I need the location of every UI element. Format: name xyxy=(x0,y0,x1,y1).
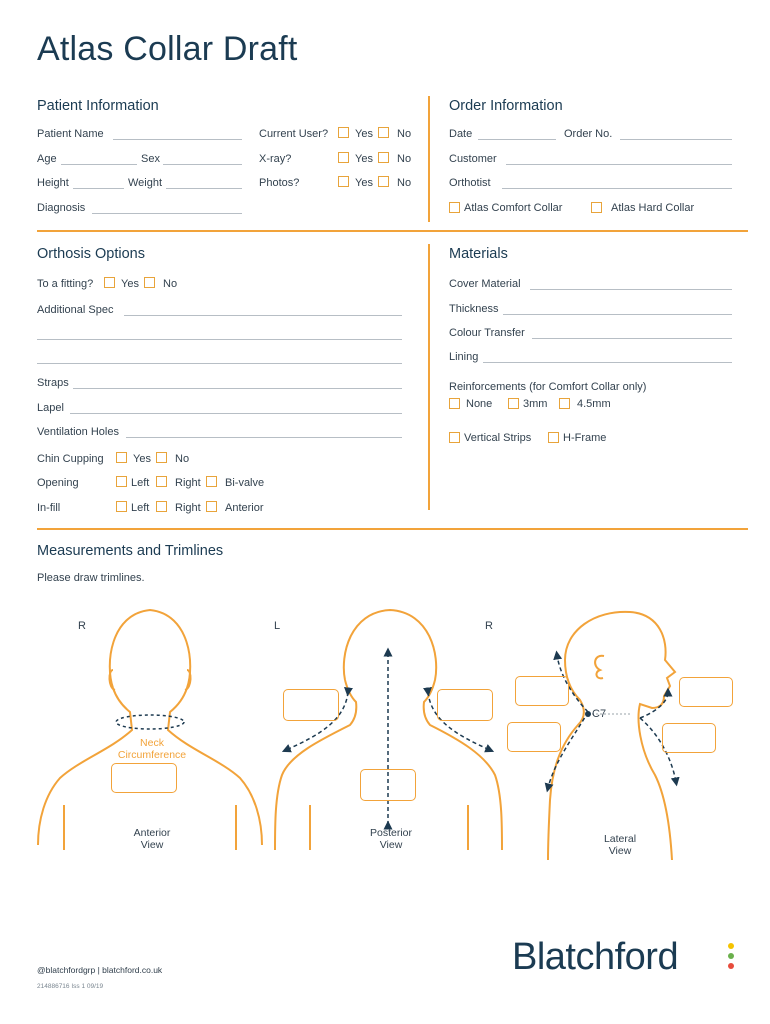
height-field[interactable] xyxy=(73,188,124,189)
reinf-none-label: None xyxy=(466,398,493,410)
fitting-label: To a fitting? xyxy=(37,278,94,290)
infill-left-label: Left xyxy=(131,502,150,514)
reinf-3mm-checkbox[interactable] xyxy=(508,398,519,409)
comfort-collar-checkbox[interactable] xyxy=(449,202,460,213)
anterior-view-label xyxy=(112,827,192,851)
age-field[interactable] xyxy=(61,164,137,165)
section-divider-horizontal xyxy=(37,230,748,232)
logo-dot-yellow xyxy=(728,943,734,949)
customer-field[interactable] xyxy=(506,164,732,165)
posterior-view-label xyxy=(351,827,431,851)
cover-material-label: Cover Material xyxy=(449,278,521,290)
lateral-upper-back-box[interactable] xyxy=(515,676,569,706)
neck-label-line2: Circumference xyxy=(117,749,187,761)
opening-left-label: Left xyxy=(131,477,150,489)
date-field[interactable] xyxy=(478,139,556,140)
infill-label: In-fill xyxy=(37,502,61,514)
reinf-45mm-label: 4.5mm xyxy=(577,398,611,410)
lapel-label: Lapel xyxy=(37,402,64,414)
trimline-instruction: Please draw trimlines. xyxy=(37,572,145,584)
lining-field[interactable] xyxy=(483,362,732,363)
fitting-no-label: No xyxy=(163,278,178,290)
chin-no-label: No xyxy=(175,453,190,465)
fitting-yes-label: Yes xyxy=(121,278,139,290)
reinforcements-label: Reinforcements (for Comfort Collar only) xyxy=(449,381,647,393)
posterior-length-box[interactable] xyxy=(360,769,416,801)
patient-name-field[interactable] xyxy=(113,139,242,140)
current-user-yes-checkbox[interactable] xyxy=(338,127,349,138)
xray-no-checkbox[interactable] xyxy=(378,152,389,163)
chin-yes-checkbox[interactable] xyxy=(116,452,127,463)
vertical-strips-label: Vertical Strips xyxy=(464,432,532,444)
lateral-lower-back-box[interactable] xyxy=(507,722,561,752)
reinf-3mm-label: 3mm xyxy=(523,398,548,410)
chin-no-checkbox[interactable] xyxy=(156,452,167,463)
patient-info-heading: Patient Information xyxy=(37,98,159,114)
hard-collar-checkbox[interactable] xyxy=(591,202,602,213)
neck-circumference-label xyxy=(112,737,192,761)
neck-label-line1: Neck xyxy=(140,737,164,749)
lateral-label-line1: Lateral xyxy=(603,833,637,845)
age-label: Age xyxy=(37,153,57,165)
lateral-view-label xyxy=(580,833,660,857)
opening-left-checkbox[interactable] xyxy=(116,476,127,487)
thickness-field[interactable] xyxy=(503,314,732,315)
xray-yes-label: Yes xyxy=(355,153,373,165)
reinf-none-checkbox[interactable] xyxy=(449,398,460,409)
diagnosis-label: Diagnosis xyxy=(37,202,86,214)
diagnosis-field[interactable] xyxy=(92,213,242,214)
customer-label: Customer xyxy=(449,153,497,165)
weight-field[interactable] xyxy=(166,188,242,189)
page-title: Atlas Collar Draft xyxy=(37,30,298,68)
colour-transfer-field[interactable] xyxy=(532,338,732,339)
neck-circumference-line xyxy=(116,715,184,729)
opening-label: Opening xyxy=(37,477,79,489)
cover-material-field[interactable] xyxy=(530,289,732,290)
thickness-label: Thickness xyxy=(449,303,499,315)
infill-right-label: Right xyxy=(175,502,201,514)
colour-transfer-label: Colour Transfer xyxy=(449,327,525,339)
photos-no-checkbox[interactable] xyxy=(378,176,389,187)
footer-code: 214886716 Iss 1 09/19 xyxy=(37,983,104,990)
weight-label: Weight xyxy=(128,177,163,189)
additional-spec-label: Additional Spec xyxy=(37,304,114,316)
logo-dot-red xyxy=(728,963,734,969)
additional-spec-line-2[interactable] xyxy=(37,339,402,340)
height-label: Height xyxy=(37,177,69,189)
opening-bivalve-label: Bi-valve xyxy=(225,477,265,489)
footer-social: @blatchfordgrp | blatchford.co.uk xyxy=(37,965,163,975)
lateral-lower-front-box[interactable] xyxy=(662,723,716,753)
sex-label: Sex xyxy=(141,153,160,165)
infill-right-checkbox[interactable] xyxy=(156,501,167,512)
xray-no-label: No xyxy=(397,153,412,165)
section-divider-vertical-2 xyxy=(428,244,430,510)
opening-right-checkbox[interactable] xyxy=(156,476,167,487)
section-divider-vertical xyxy=(428,96,430,222)
orthotist-label: Orthotist xyxy=(449,177,491,189)
xray-yes-checkbox[interactable] xyxy=(338,152,349,163)
hframe-label: H-Frame xyxy=(563,432,607,444)
anterior-label-line2: View xyxy=(140,839,164,851)
additional-spec-line-3[interactable] xyxy=(37,363,402,364)
photos-yes-checkbox[interactable] xyxy=(338,176,349,187)
measurements-heading: Measurements and Trimlines xyxy=(37,543,224,559)
posterior-left-marker: L xyxy=(274,620,281,632)
current-user-yes-label: Yes xyxy=(355,128,373,140)
orthotist-field[interactable] xyxy=(502,188,732,189)
posterior-label-line1: Posterior xyxy=(369,827,412,839)
order-info-heading: Order Information xyxy=(449,98,563,114)
opening-right-label: Right xyxy=(175,477,201,489)
sex-field[interactable] xyxy=(163,164,242,165)
orthosis-options-heading: Orthosis Options xyxy=(37,246,145,262)
comfort-collar-label: Atlas Comfort Collar xyxy=(464,202,563,214)
lapel-field[interactable] xyxy=(70,413,402,414)
materials-heading: Materials xyxy=(449,246,508,262)
current-user-no-checkbox[interactable] xyxy=(378,127,389,138)
c7-label: C7 xyxy=(592,708,607,720)
infill-left-checkbox[interactable] xyxy=(116,501,127,512)
fitting-yes-checkbox[interactable] xyxy=(104,277,115,288)
fitting-no-checkbox[interactable] xyxy=(144,277,155,288)
infill-anterior-checkbox[interactable] xyxy=(206,501,217,512)
posterior-label-line2: View xyxy=(379,839,403,851)
lateral-upper-front-box[interactable] xyxy=(679,677,733,707)
c7-point xyxy=(585,711,591,717)
xray-label: X-ray? xyxy=(259,153,292,165)
photos-label: Photos? xyxy=(259,177,300,189)
posterior-right-box[interactable] xyxy=(437,689,493,721)
neck-circumference-box[interactable] xyxy=(111,763,177,793)
ventilation-holes-field[interactable] xyxy=(126,437,402,438)
anterior-label-line1: Anterior xyxy=(133,827,171,839)
patient-name-label: Patient Name xyxy=(37,128,104,140)
posterior-left-box[interactable] xyxy=(283,689,339,721)
reinf-45mm-checkbox[interactable] xyxy=(559,398,570,409)
current-user-no-label: No xyxy=(397,128,412,140)
vertical-strips-checkbox[interactable] xyxy=(449,432,460,443)
section-divider-horizontal-2 xyxy=(37,528,748,530)
lining-label: Lining xyxy=(449,351,479,363)
anterior-right-marker: R xyxy=(78,620,86,632)
photos-no-label: No xyxy=(397,177,412,189)
logo-dot-green xyxy=(728,953,734,959)
straps-field[interactable] xyxy=(73,388,402,389)
lateral-label-line2: View xyxy=(608,845,632,857)
date-label: Date xyxy=(449,128,473,140)
anterior-figure xyxy=(38,610,262,850)
hard-collar-label: Atlas Hard Collar xyxy=(611,202,695,214)
order-no-field[interactable] xyxy=(620,139,732,140)
ventilation-holes-label: Ventilation Holes xyxy=(37,426,119,438)
opening-bivalve-checkbox[interactable] xyxy=(206,476,217,487)
hframe-checkbox[interactable] xyxy=(548,432,559,443)
current-user-label: Current User? xyxy=(259,128,329,140)
chin-yes-label: Yes xyxy=(133,453,151,465)
additional-spec-field[interactable] xyxy=(124,315,402,316)
straps-label: Straps xyxy=(37,377,69,389)
infill-anterior-label: Anterior xyxy=(225,502,264,514)
chin-cupping-label: Chin Cupping xyxy=(37,453,104,465)
lateral-right-marker: R xyxy=(485,620,493,632)
blatchford-logo-text: Blatchford xyxy=(512,936,679,978)
order-no-label: Order No. xyxy=(564,128,613,140)
photos-yes-label: Yes xyxy=(355,177,373,189)
